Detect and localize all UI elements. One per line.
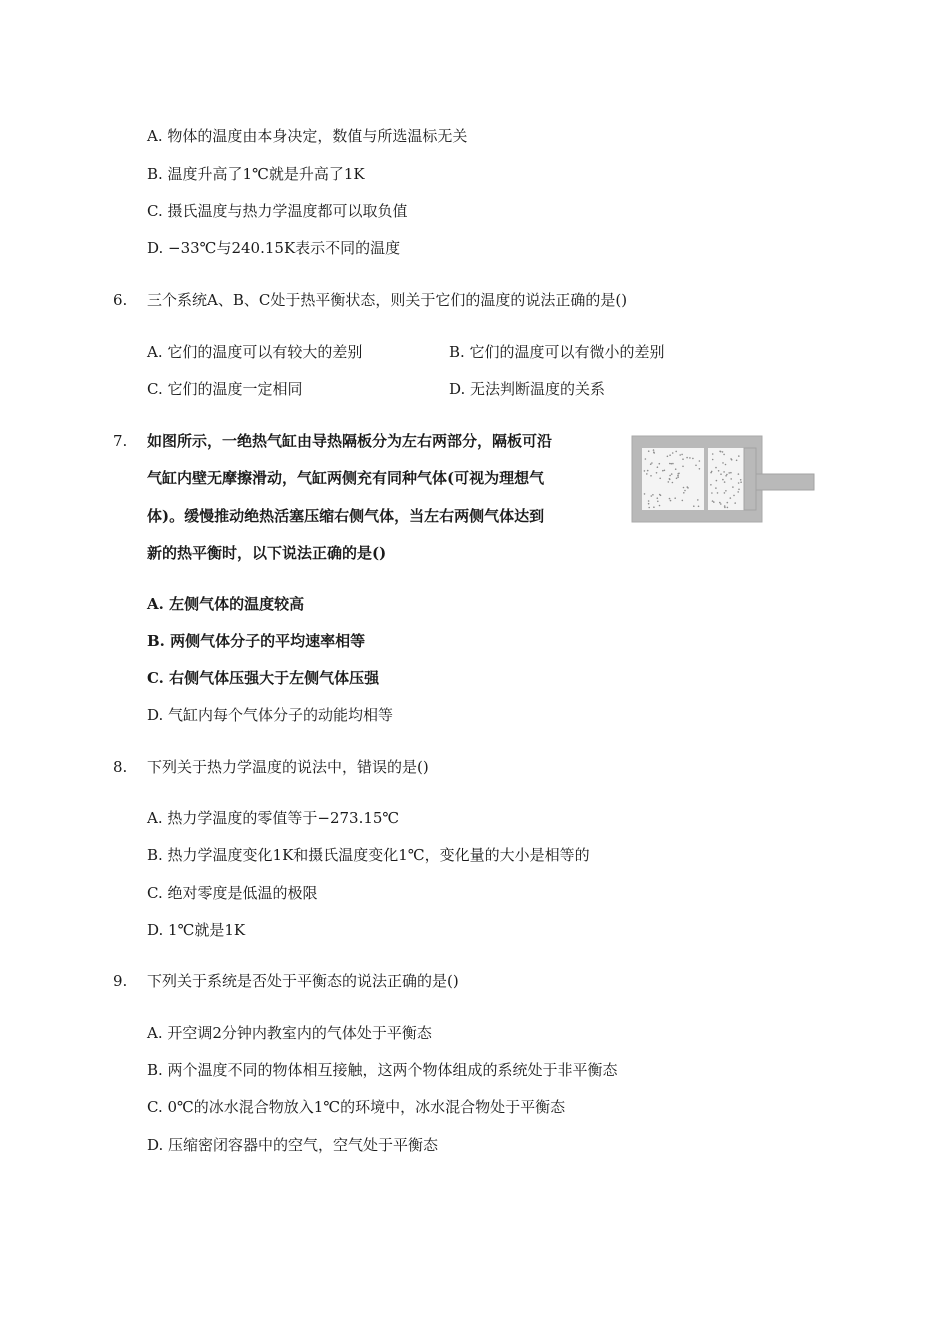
gas-molecule-dot	[738, 482, 740, 484]
gas-molecule-dot	[686, 457, 688, 459]
q7-stem-line-3: 体)。缓慢推动绝热活塞压缩右侧气体，当左右两侧气体达到	[147, 507, 545, 525]
gas-molecule-dot	[719, 502, 721, 504]
q7-option-a: A. 左侧气体的温度较高	[147, 595, 305, 613]
gas-molecule-dot	[657, 466, 659, 468]
gas-molecule-dot	[684, 490, 686, 492]
q7-stem-line-2: 气缸内壁无摩擦滑动，气缸两侧充有同种气体(可视为理想气	[147, 469, 545, 487]
q7-stem-line-1: 如图所示，一绝热气缸由导热隔板分为左右两部分，隔板可沿	[147, 432, 553, 450]
gas-molecule-dot	[656, 472, 658, 474]
gas-molecule-dot	[653, 449, 655, 451]
gas-molecule-dot	[682, 500, 684, 502]
gas-molecule-dot	[672, 482, 674, 484]
gas-molecule-dot	[731, 459, 733, 461]
gas-molecule-dot	[678, 473, 680, 475]
gas-molecule-dot	[669, 478, 671, 480]
gas-molecule-dot	[644, 470, 646, 472]
gas-molecule-dot	[652, 494, 654, 496]
gas-molecule-dot	[682, 466, 684, 468]
q5-option-b: B. 温度升高了1℃就是升高了1K	[147, 165, 365, 183]
gas-molecule-dot	[669, 498, 671, 500]
gas-molecule-dot	[718, 470, 720, 472]
q9-number: 9.	[113, 972, 128, 990]
gas-molecule-dot	[734, 502, 736, 504]
gas-molecule-dot	[725, 464, 727, 466]
gas-molecule-dot	[657, 497, 659, 499]
q5-option-a: A. 物体的温度由本身决定，数值与所选温标无关	[147, 127, 468, 145]
gas-molecule-dot	[676, 478, 678, 480]
gas-molecule-dot	[668, 481, 670, 483]
gas-molecule-dot	[672, 452, 674, 454]
gas-molecule-dot	[738, 489, 740, 491]
gas-molecule-dot	[722, 462, 724, 464]
gas-molecule-dot	[657, 501, 659, 503]
gas-molecule-dot	[738, 455, 740, 457]
gas-molecule-dot	[740, 481, 742, 483]
q6-number: 6.	[113, 291, 128, 309]
gas-molecule-dot	[713, 501, 715, 503]
gas-molecule-dot	[720, 473, 722, 475]
q7-stem-line-4: 新的热平衡时，以下说法正确的是()	[147, 544, 387, 562]
gas-molecule-dot	[710, 484, 712, 486]
gas-molecule-dot	[651, 462, 653, 464]
gas-molecule-dot	[717, 492, 719, 494]
gas-molecule-dot	[725, 490, 727, 492]
q9-option-b: B. 两个温度不同的物体相互接触，这两个物体组成的系统处于非平衡态	[147, 1061, 618, 1079]
gas-molecule-dot	[693, 505, 695, 507]
gas-molecule-dot	[670, 500, 672, 502]
gas-molecule-dot	[730, 472, 732, 474]
gas-molecule-dot	[674, 497, 676, 499]
gas-molecule-dot	[682, 458, 684, 460]
gas-molecule-dot	[675, 468, 677, 470]
q6-option-d: D. 无法判断温度的关系	[449, 380, 606, 398]
piston	[744, 448, 756, 510]
gas-molecule-dot	[715, 487, 717, 489]
q9-option-d: D. 压缩密闭容器中的空气，空气处于平衡态	[147, 1136, 439, 1154]
gas-molecule-dot	[648, 507, 650, 509]
gas-molecule-dot	[724, 492, 726, 494]
q6-option-a: A. 它们的温度可以有较大的差别	[147, 343, 363, 361]
gas-molecule-dot	[677, 476, 679, 478]
q5-option-d: D. −33℃与240.15K表示不同的温度	[147, 239, 401, 257]
gas-molecule-dot	[667, 456, 669, 458]
gas-molecule-dot	[647, 470, 649, 472]
gas-molecule-dot	[699, 468, 701, 470]
gas-molecule-dot	[648, 450, 650, 452]
gas-molecule-dot	[737, 491, 739, 493]
q5-option-c: C. 摄氏温度与热力学温度都可以取负值	[147, 202, 408, 220]
gas-molecule-dot	[720, 503, 722, 505]
q6-option-b: B. 它们的温度可以有微小的差别	[449, 343, 665, 361]
gas-molecule-dot	[687, 486, 689, 488]
right-gas-chamber	[708, 448, 744, 510]
gas-molecule-dot	[712, 453, 714, 455]
gas-molecule-dot	[736, 460, 738, 462]
gas-molecule-dot	[659, 478, 661, 480]
left-gas-chamber	[642, 448, 704, 510]
gas-molecule-dot	[722, 451, 724, 453]
gas-molecule-dot	[710, 472, 712, 474]
gas-molecule-dot	[715, 467, 717, 469]
q8-number: 8.	[113, 758, 128, 776]
gas-molecule-dot	[716, 480, 718, 482]
gas-molecule-dot	[675, 451, 677, 453]
q8-option-a: A. 热力学温度的零值等于−273.15℃	[147, 809, 400, 827]
q8-option-d: D. 1℃就是1K	[147, 921, 246, 939]
q7-option-c: C. 右侧气体压强大于左侧气体压强	[147, 669, 380, 687]
gas-molecule-dot	[659, 494, 661, 496]
gas-molecule-dot	[725, 475, 727, 477]
gas-molecule-dot	[723, 454, 725, 456]
q9-option-a: A. 开空调2分钟内教室内的气体处于平衡态	[147, 1024, 432, 1042]
gas-molecule-dot	[669, 475, 671, 477]
gas-molecule-dot	[724, 481, 726, 483]
gas-molecule-dot	[648, 500, 650, 502]
gas-molecule-dot	[712, 500, 714, 502]
q8-option-b: B. 热力学温度变化1K和摄氏温度变化1℃，变化量的大小是相等的	[147, 846, 590, 864]
gas-molecule-dot	[733, 495, 735, 497]
gas-molecule-dot	[679, 454, 681, 456]
gas-molecule-dot	[669, 454, 671, 456]
gas-molecule-dot	[730, 478, 732, 480]
gas-molecule-dot	[653, 451, 655, 453]
gas-molecule-dot	[683, 492, 685, 494]
q6-option-c: C. 它们的温度一定相同	[147, 380, 303, 398]
gas-molecule-dot	[653, 506, 655, 508]
divider-plate	[704, 448, 708, 510]
q6-stem: 三个系统A、B、C处于热平衡状态，则关于它们的温度的说法正确的是()	[147, 291, 628, 309]
gas-molecule-dot	[727, 502, 729, 504]
gas-molecule-dot	[650, 475, 652, 477]
gas-molecule-dot	[740, 479, 742, 481]
gas-molecule-dot	[697, 499, 699, 501]
cylinder-piston-figure	[630, 432, 816, 524]
gas-molecule-dot	[662, 470, 664, 472]
gas-molecule-dot	[698, 506, 700, 508]
gas-molecule-dot	[724, 507, 726, 509]
gas-molecule-dot	[728, 472, 730, 474]
gas-molecule-dot	[681, 454, 683, 456]
gas-molecule-dot	[671, 463, 673, 465]
q8-stem: 下列关于热力学温度的说法中，错误的是()	[147, 758, 429, 776]
gas-molecule-dot	[727, 507, 729, 509]
q9-option-c: C. 0℃的冰水混合物放入1℃的环境中，冰水混合物处于平衡态	[147, 1098, 566, 1116]
gas-molecule-dot	[659, 463, 661, 465]
gas-molecule-dot	[712, 459, 714, 461]
gas-molecule-dot	[711, 492, 713, 494]
gas-molecule-dot	[672, 463, 674, 465]
gas-molecule-dot	[738, 473, 740, 475]
gas-molecule-dot	[695, 465, 697, 467]
gas-molecule-dot	[699, 460, 701, 462]
gas-molecule-dot	[732, 486, 734, 488]
piston-rod	[756, 474, 814, 490]
gas-molecule-dot	[645, 458, 647, 460]
gas-molecule-dot	[664, 470, 666, 472]
gas-molecule-dot	[720, 451, 722, 453]
gas-molecule-dot	[644, 493, 646, 495]
q7-number: 7.	[113, 432, 128, 450]
gas-molecule-dot	[659, 505, 661, 507]
q9-stem: 下列关于系统是否处于平衡态的说法正确的是()	[147, 972, 459, 990]
gas-molecule-dot	[730, 497, 732, 499]
gas-molecule-dot	[646, 473, 648, 475]
q8-option-c: C. 绝对零度是低温的极限	[147, 884, 318, 902]
gas-molecule-dot	[692, 458, 694, 460]
gas-molecule-dot	[722, 479, 724, 481]
gas-molecule-dot	[648, 503, 650, 505]
gas-molecule-dot	[689, 457, 691, 459]
gas-molecule-dot	[651, 495, 653, 497]
gas-molecule-dot	[723, 471, 725, 473]
q7-option-b: B. 两侧气体分子的平均速率相等	[147, 632, 366, 650]
gas-molecule-dot	[671, 473, 673, 475]
gas-molecule-dot	[677, 475, 679, 477]
q7-option-d: D. 气缸内每个气体分子的动能均相等	[147, 706, 394, 724]
gas-molecule-dot	[683, 487, 685, 489]
gas-molecule-dot	[669, 463, 671, 465]
gas-molecule-dot	[650, 463, 652, 465]
